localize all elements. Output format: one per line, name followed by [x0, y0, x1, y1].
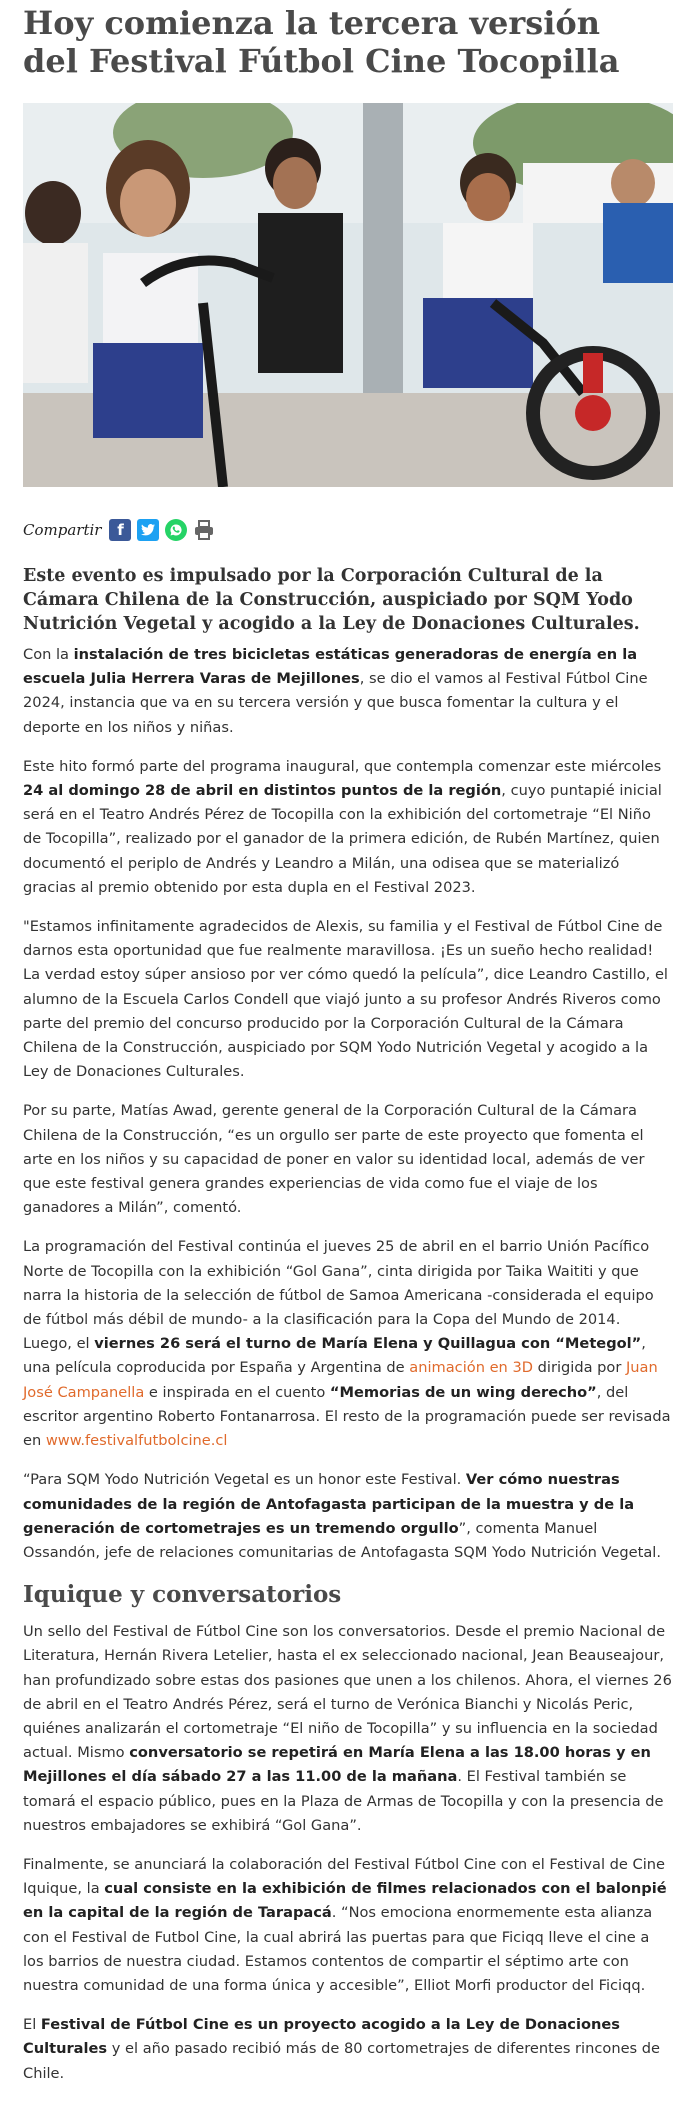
print-icon[interactable]: [193, 519, 215, 541]
paragraph-7: Un sello del Festival de Fútbol Cine son los conversatorios. Desde el premio Nacional de Literatura, Hernán Rivera Letelier, hasta el ex seleccionado nacional, Jean Beauseajour, han profundizado sobre estas dos pasiones que unen a los chilenos. Ahora, el viernes 26 de abril en el Teatro Andrés Pérez, será el turno de Verónica Bianchi y Nicolás Peric, quiénes analizarán el cortometraje “El niño de Tocopilla” y su influencia en la sociedad actual. Mismo conversatorio se repetirá en María Elena a las 18.00 horas y en Mejillones el día sábado 27 a las 11.00 de la mañana. El Festival también se tomará el espacio público, pues en la Plaza de Armas de Tocopilla y con la presencia de nuestros embajadores se exhibirá “Gol Gana”.: [23, 1623, 672, 1834]
paragraph-5: La programación del Festival continúa el jueves 25 de abril en el barrio Unión Pacífico Norte de Tocopilla con la exhibición “Gol Gana”, cinta dirigida por Taika Waititi y que narra la historia de la selección de fútbol de Samoa Americana -considerada el equipo de fútbol más débil de mundo- a la clasificación para la Copa del Mundo de 2014. Luego, el viernes 26 será el turno de María Elena y Quillagua con “Metegol”, una película coproducida por España y Argentina de animación en 3D dirigida por Juan José Campanella e inspirada en el cuento “Memorias de un wing derecho”, del escritor argentino Roberto Fontanarrosa. El resto de la programación puede ser revisada en www.festivalfutbolcine.cl: [23, 1238, 671, 1450]
whatsapp-icon[interactable]: [165, 519, 187, 541]
paragraph-9: El Festival de Fútbol Cine es un proyecto acogido a la Ley de Donaciones Culturales y el año pasado recibió más de 80 cortometrajes de diferentes rincones de Chile.: [23, 2016, 661, 2082]
article-photo: [23, 103, 673, 487]
paragraph-8: Finalmente, se anunciará la colaboración del Festival Fútbol Cine con el Festival de Cine Iquique, la cual consiste en la exhibición de filmes relacionados con el balonpié en la capital de la región de Tarapacá. “Nos emociona enormemente esta alianza con el Festival de Futbol Cine, la cual abrirá las puertas para que Ficiqq lleve el cine a los barrios de nuestra ciudad. Estamos contentos de compartir el séptimo arte con nuestra comunidad de una forma única y accesible”, Elliot Morfi productor del Ficiqq.: [23, 1855, 667, 1994]
paragraph-2: Este hito formó parte del programa inaugural, que contempla comenzar este miércoles 24 al domingo 28 de abril en distintos puntos de la región, cuyo puntapié inicial será en el Teatro Andrés Pérez de Tocopilla con la exhibición del cortometraje “El Niño de Tocopilla”, realizado por el ganador de la primera edición, de Rubén Martínez, quien documentó el periplo de Andrés y Leandro a Milán, una odisea que se materializó gracias al premio obtenido por esta dupla en el Festival 2023.: [23, 757, 662, 896]
facebook-icon[interactable]: f: [109, 519, 131, 541]
paragraph-1: Con la instalación de tres bicicletas estáticas generadoras de energía en la escuela Julia Herrera Varas de Mejillones, se dio el vamos al Festival Fútbol Cine 2024, instancia que va en su tercera versión y que busca fomentar la cultura y el deporte en los niños y niñas.: [23, 646, 648, 736]
link-animacion-3d[interactable]: animación en 3D: [409, 1359, 533, 1377]
article-title: Hoy comienza la tercera versión del Festival Fútbol Cine Tocopilla: [23, 4, 620, 80]
share-label: Compartir: [23, 521, 102, 539]
link-festival-website[interactable]: www.festivalfutbolcine.cl: [45, 1432, 228, 1450]
link-juan-jose-campanella[interactable]: Juan José Campanella: [23, 1359, 658, 1401]
share-bar: [23, 516, 221, 544]
article-lead: Este evento es impulsado por la Corporación Cultural de la Cámara Chilena de la Construcción, auspiciado por SQM Yodo Nutrición Vegetal y acogido a la Ley de Donaciones Culturales.: [23, 566, 640, 634]
twitter-icon[interactable]: [137, 519, 159, 541]
article-body: [23, 643, 673, 2101]
paragraph-3: "Estamos infinitamente agradecidos de Alexis, su familia y el Festival de Fútbol Cine de darnos esta oportunidad que fue realmente maravillosa. ¡Es un sueño hecho realidad! La verdad estoy súper ansioso por ver cómo quedó la película”, dice Leandro Castillo, el alumno de la Escuela Carlos Condell que viajó junto a su profesor Andrés Riveros como parte del premio del concurso producido por la Corporación Cultural de la Cámara Chilena de la Construcción, auspiciado por SQM Yodo Nutrición Vegetal y acogido a la Ley de Donaciones Culturales.: [23, 918, 668, 1081]
paragraph-4: Por su parte, Matías Awad, gerente general de la Corporación Cultural de la Cámara Chilena de la Construcción, “es un orgullo ser parte de este proyecto que fomenta el arte en los niños y su capacidad de poner en valor su identidad local, además de ver que este festival genera grandes experiencias de vida como fue el viaje de los ganadores a Milán”, comentó.: [23, 1102, 645, 1217]
paragraph-6: “Para SQM Yodo Nutrición Vegetal es un honor este Festival. Ver cómo nuestras comunidades de la región de Antofagasta participan de la muestra y de la generación de cortometrajes es un tremendo orgullo”, comenta Manuel Ossandón, jefe de relaciones comunitarias de Antofagasta SQM Yodo Nutrición Vegetal.: [23, 1471, 661, 1561]
section-heading: Iquique y conversatorios: [23, 1581, 342, 1609]
